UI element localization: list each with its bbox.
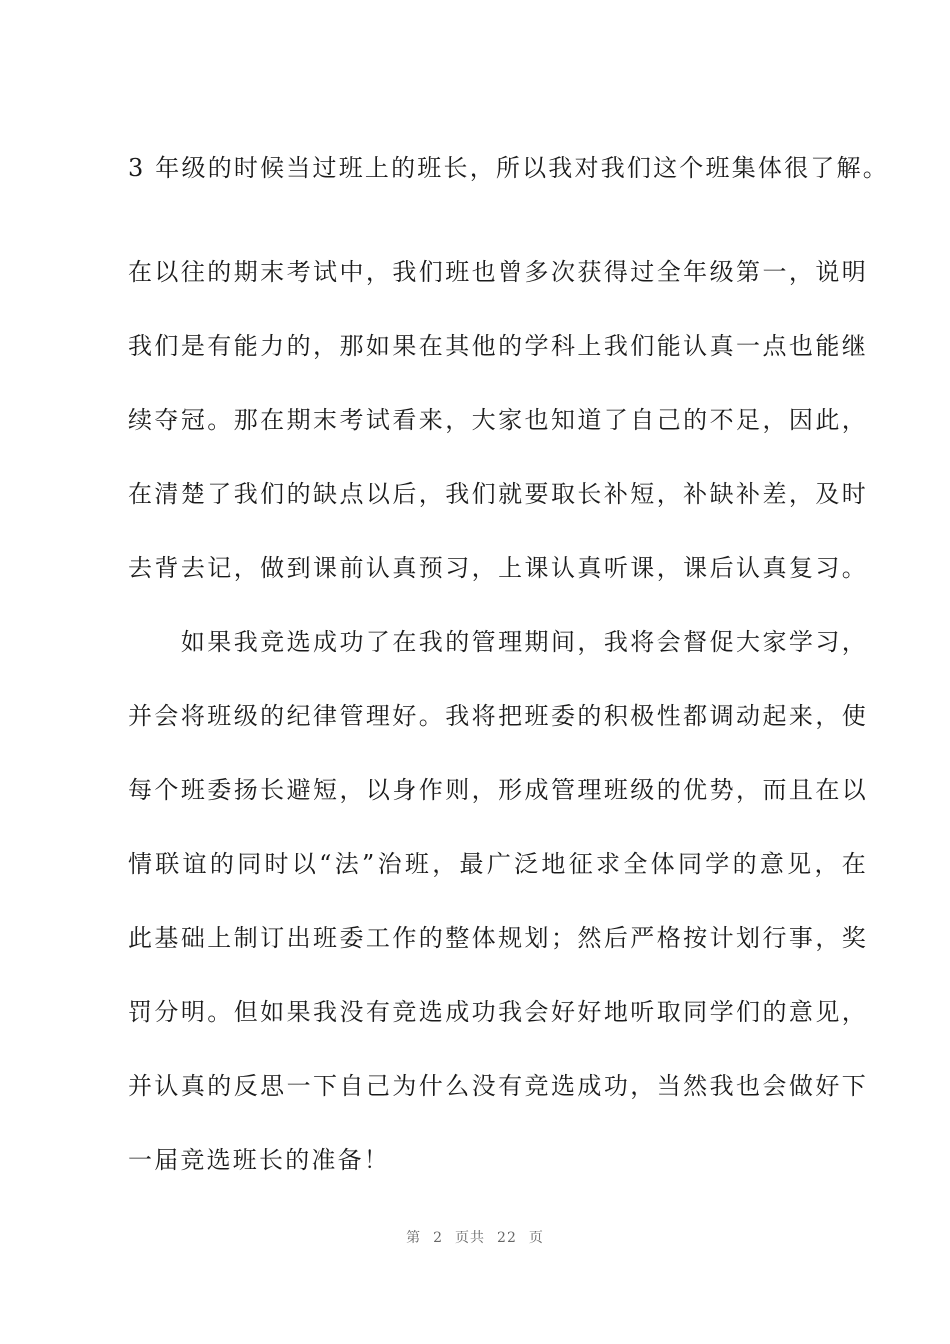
text-line: 3 年级的时候当过班上的班长，所以我对我们这个班集体很了解。	[128, 154, 889, 182]
text-line: 罚分明。但如果我没有竞选成功我会好好地听取同学们的意见，	[128, 998, 868, 1026]
total-pages: 22	[497, 1230, 517, 1246]
text-line: 在清楚了我们的缺点以后，我们就要取长补短，补缺补差，及时	[128, 480, 868, 508]
text-line: 如果我竞选成功了在我的管理期间，我将会督促大家学习，	[128, 628, 868, 656]
text-line: 我们是有能力的，那如果在其他的学科上我们能认真一点也能继	[128, 332, 868, 360]
text-line: 并会将班级的纪律管理好。我将把班委的积极性都调动起来，使	[128, 702, 868, 730]
text-line: 此基础上制订出班委工作的整体规划；然后严格按计划行事，奖	[128, 924, 868, 952]
page-label-suffix: 页	[528, 1230, 544, 1246]
text-line: 续夺冠。那在期末考试看来，大家也知道了自己的不足，因此，	[128, 406, 868, 434]
text-line: 并认真的反思一下自己为什么没有竞选成功，当然我也会做好下	[128, 1072, 868, 1100]
page-footer	[0, 1227, 950, 1247]
page-label-prefix: 第	[406, 1230, 422, 1246]
text-line: 在以往的期末考试中，我们班也曾多次获得过全年级第一，说明	[128, 258, 868, 286]
page-number: 2	[433, 1230, 444, 1246]
text-line: 去背去记，做到课前认真预习，上课认真听课，课后认真复习。	[128, 554, 868, 582]
text-line: 一届竞选班长的准备！	[128, 1146, 390, 1174]
text-line: 每个班委扬长避短，以身作则，形成管理班级的优势，而且在以	[128, 776, 868, 804]
text-line: 情联谊的同时以“法”治班，最广泛地征求全体同学的意见，在	[128, 850, 868, 878]
page-label-mid: 页共	[455, 1230, 486, 1246]
